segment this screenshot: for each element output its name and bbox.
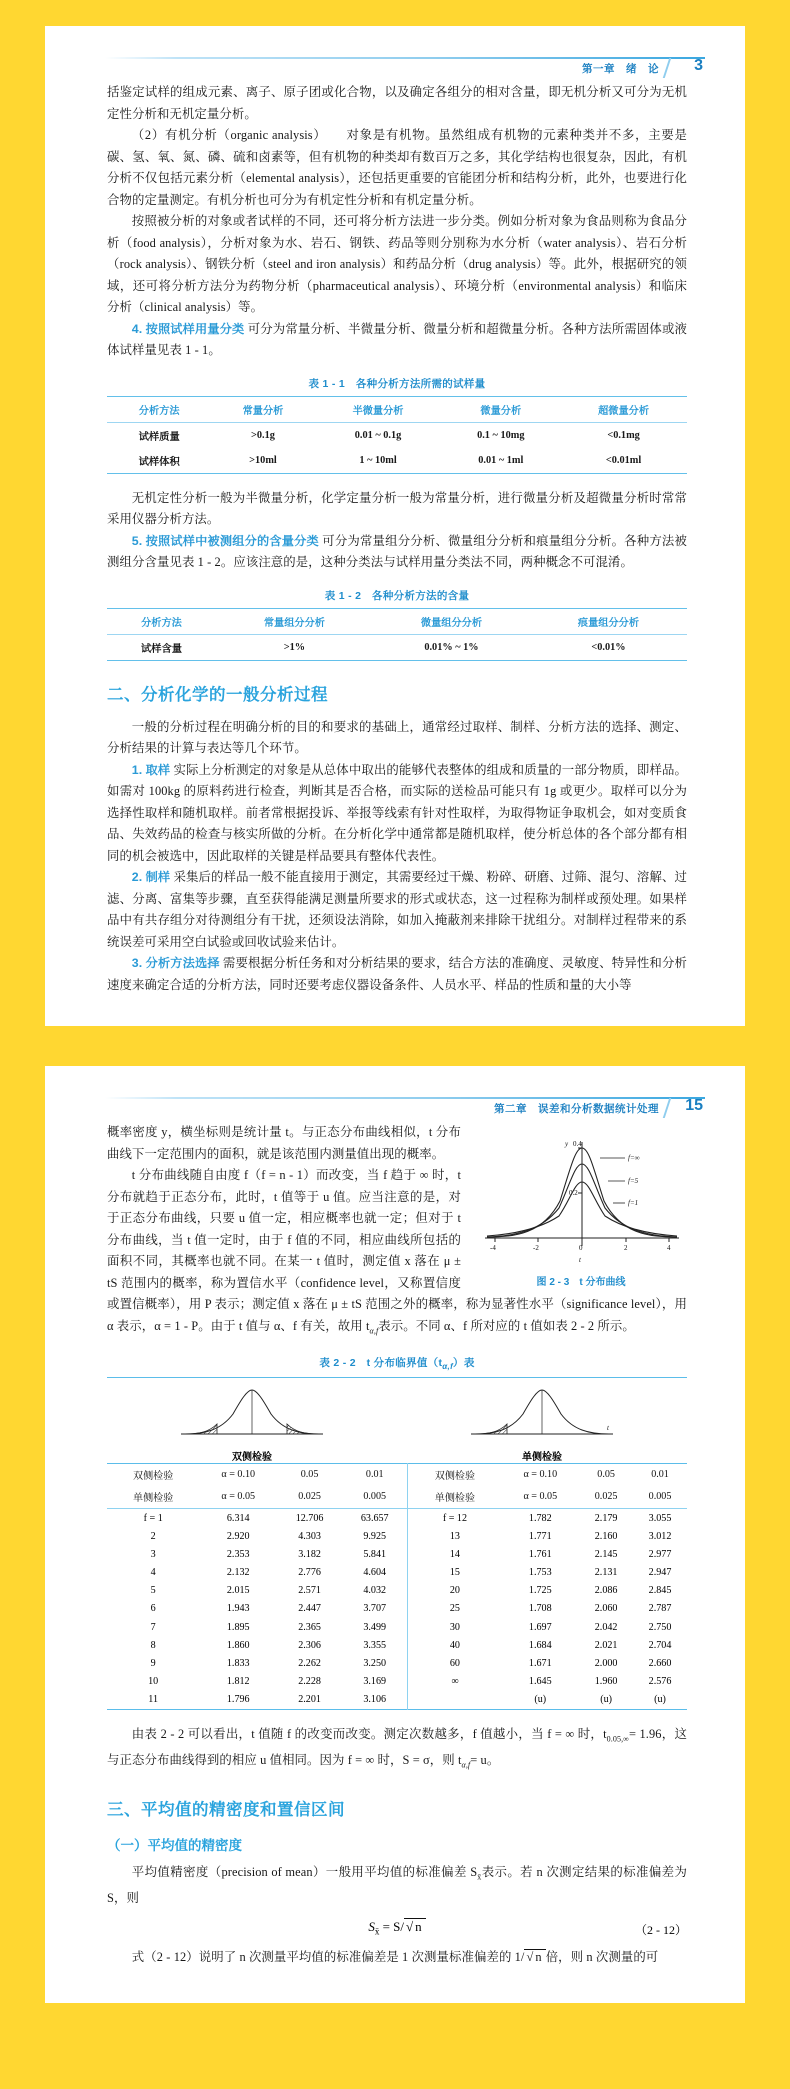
header-chapter-title: 第一章 绪 论 (582, 63, 659, 75)
t-right-one-a0: α = 0.05 (523, 1491, 558, 1503)
subsection-heading-1: （一）平均值的精密度 (107, 1837, 242, 1853)
svg-text:t: t (607, 1423, 609, 1432)
header-page-number: 3 (694, 57, 703, 74)
section-heading-2: 二、分析化学的一般分析过程 (107, 685, 328, 704)
table-1-2-th-3: 痕量组分分析 (530, 608, 687, 634)
formula-sqrt: √ n (404, 1918, 426, 1934)
formula-subscript: x̄ (374, 1927, 380, 1937)
t-l-5-0: 1.943 (226, 1603, 250, 1615)
t-r-10-0: (u) (534, 1694, 547, 1706)
two-sided-tail-curve (177, 1384, 327, 1442)
t-l-f-8: 9 (150, 1658, 156, 1670)
table-2-2 (107, 1463, 687, 1710)
t-l-9-0: 1.812 (226, 1676, 250, 1688)
t-l-2-1: 3.182 (298, 1548, 321, 1560)
t-l-8-2: 3.250 (363, 1658, 387, 1670)
t-r-f-0: f = 12 (408, 1508, 501, 1527)
t-right-rowlabel-two: 双侧检验 (408, 1463, 501, 1486)
paragraph-organic-analysis: （2）有机分析（organic analysis） 对象是有机物。虽然组成有机物的元素种类并不多，主要是碳、氢、氧、氮、磷、硫和卤素等，但有机物的种类却有数百万之多，其化学结构也很复杂，因此，有机分析不仅包括元素分析（elemental analysis），还包括更重要的官能团分析和结构分析，此外，也要进行化合物的定量测定。有机分析也可分为有机定性分析和有机定量分析。 (107, 128, 687, 207)
table-row (107, 1545, 687, 1563)
t-left-rowlabel-one: 单侧检验 (132, 1493, 174, 1505)
one-sided-tail-curve (467, 1384, 617, 1442)
t-r-10-2: (u) (654, 1694, 666, 1706)
after-table-part-1: 由表 2 - 2 可以看出，t 值随 f 的改变而改变。测定次数越多，f 值越小，当 f = ∞ 时，t (131, 1727, 607, 1741)
table-2-2-header-two-sided (107, 1463, 687, 1486)
t-l-2-2: 5.841 (363, 1548, 387, 1560)
t-r-4-2: 2.845 (648, 1585, 672, 1597)
t-r-1-1: 2.160 (594, 1530, 618, 1542)
table-row (107, 634, 687, 660)
t-right-one-a1: 0.025 (594, 1491, 618, 1503)
t-r-8-2: 2.660 (648, 1658, 672, 1670)
t-l-4-2: 4.032 (363, 1585, 387, 1597)
t-l-9-2: 3.169 (363, 1676, 387, 1688)
t-r-2-2: 2.977 (648, 1548, 672, 1560)
table-row (107, 448, 687, 474)
svg-text:0.2: 0.2 (569, 1189, 578, 1197)
table-2-2-caption (107, 1355, 687, 1371)
page2-body (107, 1122, 687, 1969)
table-1-1-th-2: 半微量分析 (315, 396, 442, 422)
item-5-component-content (107, 531, 687, 574)
table-row (107, 1600, 687, 1618)
table-1-1-caption: 表 1 - 1 各种分析方法所需的试样量 (308, 377, 486, 390)
t-l-10-1: 2.201 (298, 1694, 321, 1706)
svg-text:f=1: f=1 (628, 1199, 639, 1207)
table-1-2-th-0: 分析方法 (107, 608, 216, 634)
t-r-f-9: ∞ (408, 1673, 501, 1691)
t-r-6-2: 2.750 (648, 1621, 672, 1633)
table-1-1-r0-c4: <0.1mg (607, 429, 640, 441)
t-l-1-1: 4.303 (298, 1530, 321, 1542)
one-sided-label: 单侧检验 (522, 1451, 562, 1463)
t-l-7-1: 2.306 (298, 1639, 321, 1651)
item-5-runin-heading: 按照试样中被测组分的含量分类 (145, 533, 319, 548)
t-l-f-2: 3 (150, 1548, 156, 1560)
t-left-two-a1: 0.05 (300, 1469, 319, 1481)
step-1-number: 1. (131, 762, 143, 777)
section-2-intro: 一般的分析过程在明确分析的目的和要求的基础上，通常经过取样、制样、分析方法的选择、测定、分析结果的计算与表达等几个环节。 (107, 719, 687, 755)
formula-body: = S/ (382, 1919, 405, 1935)
t-l-6-1: 2.365 (298, 1621, 321, 1633)
t-r-4-1: 2.086 (594, 1585, 618, 1597)
after-table-part-3: = u。 (470, 1752, 500, 1767)
t-l-8-0: 1.833 (226, 1658, 250, 1670)
svg-text:0.4: 0.4 (573, 1140, 582, 1148)
t-l-3-0: 2.132 (226, 1567, 250, 1579)
table-1-2-r0-c2: 0.01% ~ 1% (373, 634, 530, 660)
svg-text:2: 2 (624, 1244, 628, 1252)
t-l-f-4: 5 (150, 1585, 156, 1597)
t-l-f-5: 6 (150, 1603, 156, 1615)
page1-body (107, 82, 687, 996)
after-formula-text-2: 倍，则 n 次测量的可 (545, 1950, 659, 1964)
svg-text:-2: -2 (533, 1244, 539, 1252)
table-1-2-th-1: 常量组分分析 (216, 608, 373, 634)
formula-number: （2 - 12） (635, 1923, 687, 1938)
step-3-runin-heading: 分析方法选择 (145, 956, 220, 970)
step-2-text: 采集后的样品一般不能直接用于测定，其需要经过干燥、粉碎、研磨、过筛、混匀、溶解、过滤、分离、富集等步骤，直至获得能满足测量所要求的形式或状态，这一过程称为制样或预处理。如果样品中有共存组分对待测组分有干扰，还须设法消除，如加入掩蔽剂来排除干扰组分。对制样过程带来的系统误差可采用空白试验或回收试验来估计。 (107, 870, 687, 949)
t-l-f-7: 8 (150, 1639, 156, 1651)
t-left-rowlabel-two: 双侧检验 (132, 1471, 174, 1483)
svg-text:t: t (579, 1256, 581, 1264)
t-r-3-1: 2.131 (594, 1567, 618, 1579)
t-r-f-7: 40 (408, 1636, 501, 1654)
svg-text:-4: -4 (490, 1244, 496, 1252)
item-5-number: 5. (131, 533, 143, 548)
t-l-f-9: 10 (148, 1676, 159, 1688)
svg-text:4: 4 (667, 1244, 671, 1252)
t-r-f-1: 13 (408, 1527, 501, 1545)
t-r-f-5: 25 (408, 1600, 501, 1618)
item-4-runin-heading: 按照试样用量分类 (145, 321, 245, 336)
t-left-two-a0: α = 0.10 (221, 1469, 256, 1481)
t-right-two-a0: α = 0.10 (523, 1469, 558, 1481)
step-1-sampling (107, 760, 687, 868)
table-row (107, 1636, 687, 1654)
t-r-7-1: 2.021 (594, 1639, 618, 1651)
figure-2-3-caption: 图 2 - 3 t 分布曲线 (536, 1277, 626, 1288)
t-r-4-0: 1.725 (528, 1585, 552, 1597)
table-1-1-r1-c1: >10ml (211, 448, 314, 474)
paragraph-after-table-1-1: 无机定性分析一般为半微量分析，化学定量分析一般为常量分析，进行微量分析及超微量分析时常常采用仪器分析方法。 (107, 490, 687, 526)
table-row (107, 1564, 687, 1582)
page-1 (45, 26, 745, 1026)
t-r-7-0: 1.684 (528, 1639, 552, 1651)
table-2-2-top-rule (107, 1377, 687, 1463)
t-r-f-2: 14 (408, 1545, 501, 1563)
t-r-10-1: (u) (600, 1694, 612, 1706)
header-rule (105, 57, 705, 59)
t-l-0-2: 63.657 (360, 1512, 389, 1524)
t-r-0-1: 2.179 (594, 1512, 618, 1524)
table-1-1-th-0: 分析方法 (107, 396, 211, 422)
header-rule (105, 1097, 705, 1099)
t-r-7-2: 2.704 (648, 1639, 672, 1651)
t-l-3-2: 4.604 (363, 1567, 387, 1579)
t-r-0-0: 1.782 (528, 1512, 552, 1524)
t-r-3-2: 2.947 (648, 1567, 672, 1579)
table-1-2-r0-c1: >1% (216, 634, 373, 660)
table-1-1-r1-c3: 0.01 ~ 1ml (441, 448, 560, 474)
header-slash-divider (662, 58, 670, 78)
item-5-text: 可分为常量组分分析、微量组分分析和痕量组分分析。各种方法被测组分含量见表 1 - 2。应该注意的是，这种分类法与试样用量分类法不同，两种概念不可混淆。 (107, 533, 687, 569)
table-2-2-caption-head: 表 2 - 2 t 分布临界值（t (319, 1357, 443, 1370)
t-r-2-0: 1.761 (528, 1548, 552, 1560)
page-gap (0, 1026, 790, 1048)
t-left-one-a1: 0.025 (298, 1491, 321, 1503)
t-l-0-0: 6.314 (226, 1512, 250, 1524)
t-l-6-2: 3.499 (363, 1621, 387, 1633)
header-page-number: 15 (685, 1097, 703, 1114)
two-sided-label: 双侧检验 (232, 1451, 272, 1463)
step-1-text: 实际上分析测定的对象是从总体中取出的能够代表整体的组成和质量的一部分物质，即样品。如需对 100kg 的原料药进行检查，判断其是否合格，而实际的送检品可能只有 1g 或更少。取样可以分为选择性取样和随机取样。前者常根据投诉、举报等线索有针对性取样，为取得物证争取机会，如对变质食品、失效药品的检查与核实所做的分析。在分析化学中通常都是随机取样，使分析总体的各个部分都有相同的机会被选中，因此取样的关键是样品要具有整体代表性。 (107, 762, 687, 863)
step-3-method-selection (107, 953, 687, 996)
tail-diagrams (107, 1384, 687, 1463)
t-l-8-1: 2.262 (298, 1658, 321, 1670)
t-l-f-3: 4 (150, 1567, 156, 1579)
table-row (107, 422, 687, 448)
page2-paragraph-2-tail: 表示。不同 α、f 所对应的 t 值如表 2 - 2 所示。 (378, 1318, 635, 1333)
t-l-f-6: 7 (150, 1621, 156, 1633)
t-l-f-0: f = 1 (143, 1512, 163, 1524)
two-sided-diagram (177, 1384, 327, 1463)
t-l-7-0: 1.860 (226, 1639, 250, 1651)
t-l-0-1: 12.706 (295, 1512, 324, 1524)
table-1-2 (107, 608, 687, 661)
item-4-text: 可分为常量分析、半微量分析、微量分析和超微量分析。各种方法所需固体或液体试样量见表 1 - 1。 (107, 321, 687, 357)
table-1-1-header-row (107, 396, 687, 422)
t-l-4-0: 2.015 (226, 1585, 250, 1597)
table-2-2-header-one-sided (107, 1486, 687, 1509)
paragraph-continuation: 括鉴定试样的组成元素、离子、原子团或化合物，以及确定各组分的相对含量，即无机分析又可分为无机定性分析和无机定量分析。 (107, 85, 687, 121)
svg-text:f=5: f=5 (628, 1177, 639, 1185)
t-l-7-2: 3.355 (363, 1639, 387, 1651)
table-2-2-caption-tail: ）表 (453, 1357, 475, 1370)
table-1-2-r0-c3: <0.01% (530, 634, 687, 660)
t-l-5-2: 3.707 (363, 1603, 387, 1615)
page1-running-head (105, 48, 705, 82)
t-l-1-0: 2.920 (226, 1530, 250, 1542)
table-1-1-th-4: 超微量分析 (560, 396, 687, 422)
t-r-2-1: 2.145 (594, 1548, 618, 1560)
formula-2-12 (107, 1919, 687, 1937)
table-1-1-r1-c4: <0.01ml (560, 448, 687, 474)
t-l-6-0: 1.895 (226, 1621, 250, 1633)
after-table-part-2: = 1.96，这与正态分布曲线得到的相应 u 值相同。因为 f = ∞ 时，S = σ，则 t (107, 1727, 687, 1767)
figure-2-3 (475, 1126, 687, 1288)
t-distribution-curve-chart (475, 1126, 687, 1264)
t-l-f-10: 11 (148, 1694, 159, 1706)
table-1-1-r1-c0: 试样体积 (107, 448, 211, 474)
t-r-9-2: 2.576 (648, 1676, 672, 1688)
paragraph-after-table-2-2: 由表 2 - 2 可以看出，t 值随 f 的改变而改变。测定次数越多，f 值越小，当 f = ∞ 时，$t_{0.05,\infty}= 1.96$，这与正态分布曲线得到的相应 u 值相同。因为 f = ∞ 时，S = σ，则 $t_{\alpha,f}= u$。 (107, 1727, 687, 1770)
t-l-f-1: 2 (150, 1530, 156, 1542)
table-1-2-caption: 表 1 - 2 各种分析方法的含量 (324, 589, 470, 602)
t-left-one-a2: 0.005 (363, 1491, 387, 1503)
t-right-two-a1: 0.05 (597, 1469, 615, 1481)
paragraph-after-formula: 式（2 - 12）说明了 n 次测量平均值的标准偏差是 1 次测量标准偏差的 1/ √ n 倍，则 n 次测量的可 (131, 1950, 659, 1964)
table-2-2-caption-sub: α,f (442, 1362, 454, 1372)
formula-symbol: S (368, 1919, 375, 1935)
t-right-two-a2: 0.01 (651, 1469, 669, 1481)
svg-text:0: 0 (579, 1244, 583, 1252)
t-r-6-0: 1.697 (528, 1621, 552, 1633)
table-1-1-r0-c3: 0.1 ~ 10mg (477, 429, 525, 441)
precision-text-1: 平均值精密度（precision of mean）一般用平均值的标准偏差 S (131, 1864, 478, 1879)
page2-running-head (105, 1088, 705, 1122)
header-slash-divider (662, 1098, 670, 1118)
t-l-9-1: 2.228 (298, 1676, 321, 1688)
t-r-5-0: 1.708 (528, 1603, 552, 1615)
page-2 (45, 1066, 745, 2003)
t-l-10-0: 1.796 (226, 1694, 250, 1706)
t-l-10-2: 3.106 (363, 1694, 387, 1706)
t-r-f-6: 30 (408, 1618, 501, 1636)
t-r-8-0: 1.671 (528, 1658, 552, 1670)
t-left-two-a2: 0.01 (365, 1469, 384, 1481)
table-1-2-th-2: 微量组分分析 (373, 608, 530, 634)
header-chapter-title: 第二章 误差和分析数据统计处理 (494, 1103, 659, 1115)
table-1-1 (107, 396, 687, 474)
t-right-rowlabel-one: 单侧检验 (408, 1486, 501, 1509)
table-row (107, 1654, 687, 1672)
t-r-f-8: 60 (408, 1654, 501, 1672)
page2-paragraph-2: t 分布曲线随自由度 f（f = n - 1）而改变，当 f 趋于 ∞ 时，t 分布就趋于正态分布，此时，t 值等于 u 值。应当注意的是，对于正态分布曲线，只要 u 值一定，相应概率也就一定；但对于 t 分布曲线，当 t 值一定时，由于 f 值的不同，相应曲线所包括的面积不同，其概率也就不同。在某一 t 值时，测定值 x 落在 μ ± tS 范围内的概率，称为置信水平（confidence level，又称置信度或置信概率），用 P 表示；测定值 x 落在 μ ± tS 范围之外的概率，称为显著性水平（significance level），用 α 表示，α = 1 - P。由于 t 值与 α、f 有关，故用 $t_{\alpha,f}$表示。不同 α、f 所对应的 t 值如表 2 - 2 所示。 (107, 1168, 687, 1335)
item-4-number: 4. (131, 321, 143, 336)
table-1-1-r0-c1: >0.1g (251, 429, 275, 441)
table-row (107, 1582, 687, 1600)
t-r-8-1: 2.000 (594, 1658, 618, 1670)
t-r-5-1: 2.060 (594, 1603, 618, 1615)
t-r-f-3: 15 (408, 1564, 501, 1582)
table-row (107, 1508, 687, 1527)
t-l-2-0: 2.353 (226, 1548, 250, 1560)
step-3-text: 需要根据分析任务和对分析结果的要求，结合方法的准确度、灵敏度、特异性和分析速度来确定合适的分析方法，同时还要考虑仪器设备条件、人员水平、样品的性质和量的大小等 (107, 956, 688, 992)
t-l-1-2: 9.925 (363, 1530, 387, 1542)
t-r-3-0: 1.753 (528, 1567, 552, 1579)
t-l-3-1: 2.776 (298, 1567, 321, 1579)
step-2-number: 2. (131, 870, 143, 884)
table-row (107, 1691, 687, 1710)
precision-text-2: 表示。若 n 次测定结果的标准偏差为 S，则 (107, 1864, 687, 1905)
table-row (107, 1527, 687, 1545)
table-row (107, 1618, 687, 1636)
t-r-9-1: 1.960 (594, 1676, 618, 1688)
step-2-sample-prep (107, 867, 687, 953)
table-1-1-th-1: 常量分析 (211, 396, 314, 422)
item-4-sample-amount (107, 319, 687, 362)
table-1-1-r0-c0: 试样质量 (138, 431, 180, 443)
svg-text:y: y (565, 1140, 569, 1148)
section-heading-3: 三、平均值的精密度和置信区间 (107, 1800, 345, 1819)
t-r-6-1: 2.042 (594, 1621, 618, 1633)
t-r-9-0: 1.645 (528, 1676, 552, 1688)
table-1-1-r1-c2: 1 ~ 10ml (315, 448, 442, 474)
page2-paragraph-2-main: t 分布曲线随自由度 f（f = n - 1）而改变，当 f 趋于 ∞ 时，t 分布就趋于正态分布，此时，t 值等于 u 值。应当注意的是，对于正态分布曲线，只要 u 值一定，相应概率也就一定；但对于 t 分布曲线，当 t 值一定时，由于 f 值的不同，相应曲线所包括的面积不同，其概率也就不同。在某一 t 值时，测定值 x 落在 μ ± tS 范围内的概率，称为置信水平（confidence level，又称置信度或置信概率），用 P 表示；测定值 x 落在 μ ± tS 范围之外的概率，称为显著性水平（significance level），用 α 表示，α = 1 - P。由于 t 值与 α、f 有关，故用 t (107, 1168, 687, 1333)
t-l-4-1: 2.571 (298, 1585, 321, 1597)
step-2-runin-heading: 制样 (145, 870, 171, 884)
table-1-1-r0-c2: 0.01 ~ 0.1g (354, 429, 402, 441)
table-1-1-th-3: 微量分析 (441, 396, 560, 422)
table-row (107, 1673, 687, 1691)
one-sided-diagram (467, 1384, 617, 1463)
t-r-1-0: 1.771 (528, 1530, 552, 1542)
t-right-one-a2: 0.005 (648, 1491, 672, 1503)
t-r-f-4: 20 (408, 1582, 501, 1600)
t-left-one-a0: α = 0.05 (221, 1491, 256, 1503)
t-r-5-2: 2.787 (648, 1603, 672, 1615)
after-formula-text-1: 式（2 - 12）说明了 n 次测量平均值的标准偏差是 1 次测量标准偏差的 1/ (131, 1950, 525, 1964)
table-1-2-r0-c0: 试样含量 (107, 634, 216, 660)
t-r-0-2: 3.055 (648, 1512, 672, 1524)
page2-paragraph-1: 概率密度 y，横坐标则是统计量 t。与正态分布曲线相似，t 分布曲线下一定范围内的面积，就是该范围内测量值出现的概率。 (107, 1125, 461, 1161)
t-r-f-10 (408, 1691, 501, 1710)
t-r-1-2: 3.012 (648, 1530, 672, 1542)
paragraph-precision-of-mean: 平均值精密度（precision of mean）一般用平均值的标准偏差 $S_{x̄}$表示。若 n 次测定结果的标准偏差为 S，则 (107, 1864, 687, 1905)
step-3-number: 3. (131, 956, 143, 970)
paragraph-classification-by-object: 按照被分析的对象或者试样的不同，还可将分析方法进一步分类。例如分析对象为食品则称为食品分析（food analysis），分析对象为水、岩石、钢铁、药品等则分别称为水分析（water analysis）、岩石分析（rock analysis）、钢铁分析（steel and iron analysis）和药品分析（drug analysis）等。此外，根据研究的领域，还可将分析方法分为药物分析（pharmaceutical analysis）、环境分析（environmental analysis）和临床分析（clinical analysis）等。 (107, 214, 687, 314)
step-1-runin-heading: 取样 (145, 762, 171, 777)
t-l-5-1: 2.447 (298, 1603, 321, 1615)
table-1-2-header-row (107, 608, 687, 634)
svg-text:f=∞: f=∞ (628, 1154, 640, 1162)
